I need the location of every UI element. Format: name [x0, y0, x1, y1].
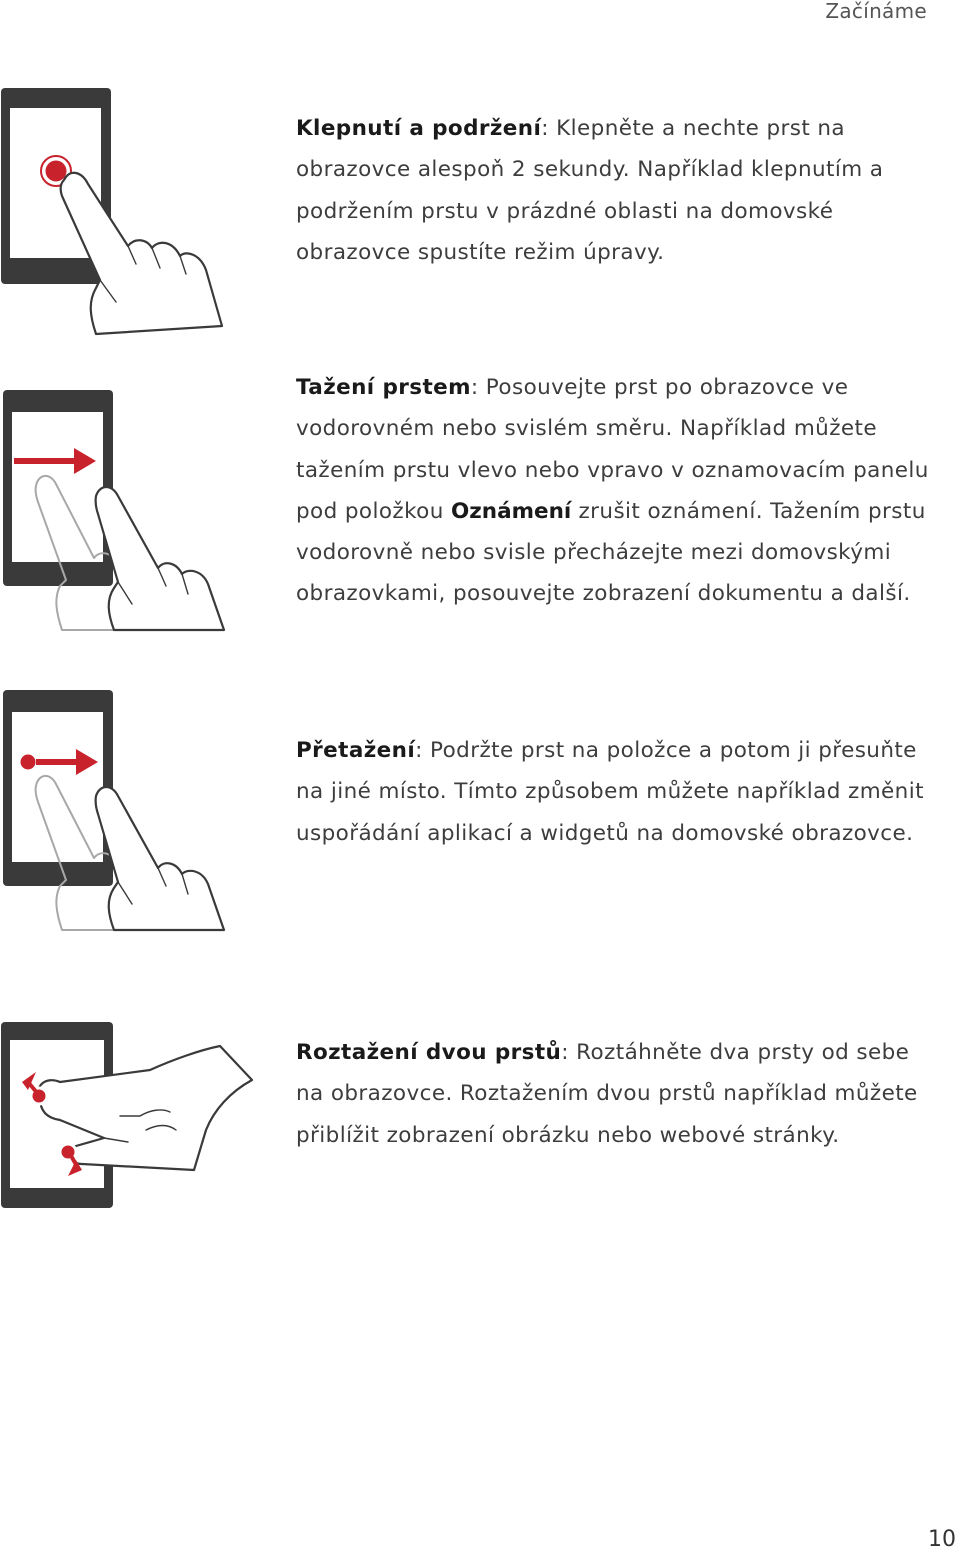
section-header: Začínáme — [825, 0, 927, 23]
pinch-open-text: Roztáhněte dva prsty od sebe na obrazovce. Roztažením dvou prstů například můžete přiblížit zobrazení obrázku nebo webové stránky. — [296, 1040, 918, 1148]
gesture-tap-hold — [0, 88, 960, 338]
page-number: 10 — [928, 1527, 956, 1552]
pinch-open-description: Roztažení dvou prstů: Roztáhněte dva prsty od sebe na obrazovce. Roztažením dvou prstů například můžete přiblížit zobrazení obrázku nebo webové stránky. — [296, 1040, 918, 1148]
drag-term: Přetažení — [296, 738, 416, 763]
swipe-description: Tažení prstem: Posouvejte prst po obrazovce ve vodorovném nebo svislém směru. Například můžete tažením prstu vlevo nebo vpravo v oznamovacím panelu pod položkou Oznámení zrušit oznámení. Tažením prstu vodorovně nebo svisle přecházejte mezi domovskými obrazovkami, posouvejte zobrazení dokumentu a další. — [296, 375, 929, 607]
swipe-text-after: zrušit oznámení. Tažením prstu vodorovně nebo svisle přecházejte mezi domovskými obrazovkami, posouvejte zobrazení dokumentu a další. — [296, 498, 926, 607]
drag-description: Přetažení: Podržte prst na položce a potom ji přesuňte na jiné místo. Tímto způsobem můžete například změnit uspořádání aplikací a widgetů na domovské obrazovce. — [296, 738, 924, 846]
swipe-text-before: Posouvejte prst po obrazovce ve vodorovném nebo svislém směru. Například můžete tažením prstu vlevo nebo vpravo v oznamovacím panelu pod položkou — [296, 375, 929, 524]
gesture-swipe — [0, 375, 960, 640]
tap-hold-description: Klepnutí a podržení: Klepněte a nechte prst na obrazovce alespoň 2 sekundy. Například klepnutím a podržením prstu v prázdné oblasti na domovské obrazovce spustíte režim úpravy. — [296, 116, 884, 265]
gesture-drag — [0, 690, 960, 940]
tap-hold-term: Klepnutí a podržení — [296, 116, 542, 141]
notifications-menu-ref: Oznámení — [451, 498, 572, 524]
gesture-pinch-open — [0, 1020, 960, 1220]
tap-hold-text: Klepněte a nechte prst na obrazovce alespoň 2 sekundy. Například klepnutím a podržením prstu v prázdné oblasti na domovské obrazovce spustíte režim úpravy. — [296, 116, 884, 265]
pinch-open-term: Roztažení dvou prstů — [296, 1040, 562, 1065]
drag-icon — [0, 690, 260, 940]
swipe-term: Tažení prstem — [296, 375, 471, 400]
drag-text: Podržte prst na položce a potom ji přesuňte na jiné místo. Tímto způsobem můžete například změnit uspořádání aplikací a widgetů na domovské obrazovce. — [296, 738, 924, 846]
tap-hold-icon — [0, 88, 260, 338]
pinch-open-icon — [0, 1020, 260, 1220]
swipe-icon — [0, 390, 260, 640]
